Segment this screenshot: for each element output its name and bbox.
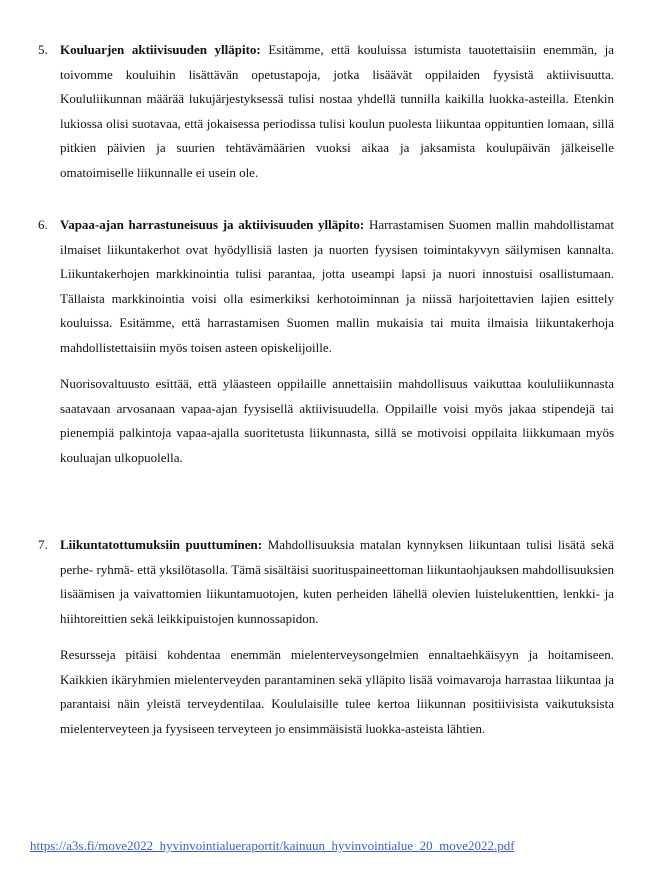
item-paragraph: [60, 38, 614, 185]
list-item-5: [38, 38, 614, 185]
source-link[interactable]: https://a3s.fi/move2022_hyvinvointialueraportit/kainuun_hyvinvointialue_20_move2022.pdf: [30, 838, 515, 853]
item-text: Harrastamisen Suomen mallin mahdollistamat ilmaiset liikuntakerhot ovat hyödyllisiä lasten ja nuorten fyysisen toimintakyvyn säilymisen kannalta. Liikuntakerhojen markkinointia tulisi parantaa, jotta useampi lapsi ja nuori innostuisi osallistumaan. Tällaista markkinointia voisi olla esimerkiksi kerhotoiminnan ja niissä harjoitettavien lajien esittely kouluissa. Esitämme, että harrastamisen Suomen mallin mukaisia tai muita ilmaisia liikuntakerhoja mahdollistettaisiin myös toisen asteen opiskelijoille.: [60, 217, 615, 355]
item-paragraph: [60, 213, 614, 360]
item-paragraph: [60, 533, 614, 631]
item-heading: Vapaa-ajan harrastuneisuus ja aktiivisuuden ylläpito:: [60, 217, 365, 232]
item-number: 7.: [38, 537, 48, 552]
item-paragraph: Resursseja pitäisi kohdentaa enemmän mielenterveysongelmien ennaltaehkäisyyn ja hoitamiseen. Kaikkien ikäryhmien mielenterveyden parantaminen sekä ylläpito lisää voimavaroja harrastaa liikuntaa ja parantaisi näin yleistä terveydentilaa. Koululaisille tulee kertoa liikunnan positiivisista vaikutuksista mielenterveyteen ja fyysiseen terveyteen jo ensimmäisistä luokka-asteista lähtien.: [60, 647, 614, 736]
item-body: [60, 533, 614, 741]
item-body: [60, 38, 614, 185]
item-heading: Kouluarjen aktiivisuuden ylläpito:: [60, 42, 261, 57]
item-body: [60, 213, 614, 470]
item-number: 6.: [38, 217, 48, 232]
item-number: 5.: [38, 42, 48, 57]
item-text: Esitämme, että kouluissa istumista tauotettaisiin enemmän, ja toivomme kouluihin lisättävän opetustapoja, jotka lisäävät oppilaiden fyysistä aktiivisuutta. Koululiikunnan määrää lukujärjestyksessä tulisi nostaa yhdellä tunnilla kaikilla luokka-asteilla. Etenkin lukiossa olisi suotavaa, että jokaisessa periodissa tulisi koulun puolesta liikuntaa oppituntien lomaan, sillä pitkien päivien ja suurien tehtävämäärien vuoksi aikaa ja jaksamista koulupäivän jälkeiselle omatoimiselle liikunnalle ei usein ole.: [60, 42, 615, 180]
item-text: Mahdollisuuksia matalan kynnyksen liikuntaan tulisi lisätä sekä perhe- ryhmä- että yksilötasolla. Tämä sisältäisi suorituspaineettoman liikuntaohjauksen mahdollisuuksien lisäämisen ja vaivattomien liikuntamuotojen, kuten perheiden lähellä olevien luistelukenttien, lenkki- ja hiihtoreittien sekä leikkipuistojen kunnossapidon.: [60, 537, 615, 626]
item-paragraph: Nuorisovaltuusto esittää, että yläasteen oppilaille annettaisiin mahdollisuus vaikuttaa koululiikunnasta saatavaan arvosanaan vapaa-ajan fyysisellä aktiivisuudella. Oppilaille voisi myös jakaa stipendejä tai pienempiä palkintoja vapaa-ajalla suoritetusta liikunnasta, sillä se motivoisi oppilaita liikkumaan myös kouluajan ulkopuolella.: [60, 376, 614, 465]
list-item-6: [38, 213, 614, 470]
list-item-7: [38, 533, 614, 741]
item-heading: Liikuntatottumuksiin puuttuminen:: [60, 537, 263, 552]
